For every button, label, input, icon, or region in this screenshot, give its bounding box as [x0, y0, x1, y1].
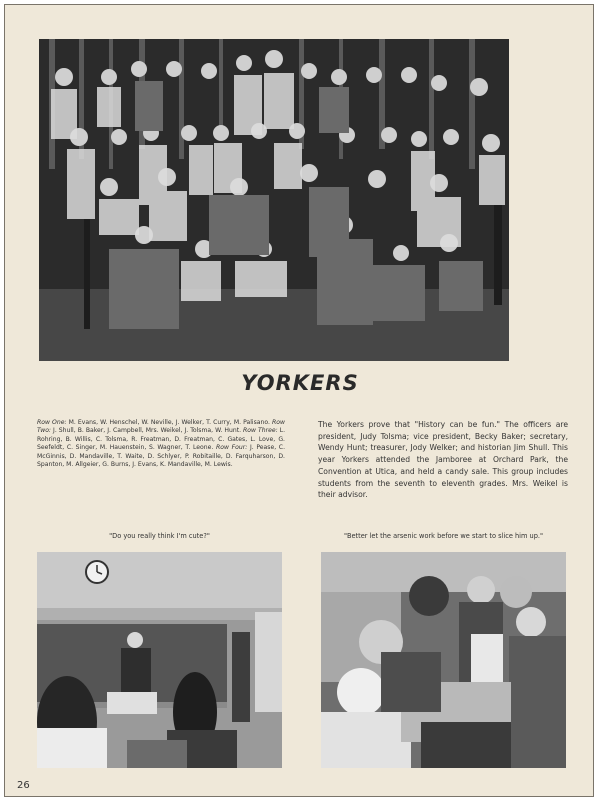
- page-number: 26: [17, 780, 30, 791]
- row-three-label: Row Three:: [243, 427, 278, 435]
- students-photo: [321, 552, 566, 768]
- row-four-names: J. Pease, C. McGinnis, D. Mandaville, T. Waite, D. Schlyer, P. Robitaille, D. Farquharson, D. Spanton, M. Allgeier, G. Burns, J. Evans, K. Mandaville, M. Lewis.: [37, 444, 286, 469]
- row-three-names: L. Rohring, B. Willis, C. Tolsma, R. Freatman, D. Freatman, C. Gates, L. Love, G. Seefeldt, C. Singer, M. Hauenstein, S. Wagner, T. Leone.: [37, 427, 286, 452]
- club-description: The Yorkers prove that "History can be fun." The officers are president, Judy Tolsma; vice president, Becky Baker; secretary, Wendy Hunt; treasurer, Jody Welker; and historian Jim Shull. This year Yorkers attended the Jamboree at Orchard Park, the Convention at Utica, and held a candy sale. This group includes students from the seventh to eleventh grades. Mrs. Weikel is their advisor.: [318, 420, 568, 500]
- member-names: [37, 419, 285, 469]
- classroom-photo: [37, 552, 282, 768]
- row-one-label: Row One:: [37, 419, 67, 426]
- row-two-label: Row Two:: [37, 419, 285, 435]
- caption-left: "Do you really think I'm cute?": [109, 532, 210, 540]
- group-photo: [39, 39, 509, 361]
- yearbook-page: [4, 4, 594, 797]
- row-four-label: Row Four:: [215, 444, 248, 452]
- row-one-names: M. Evans, W. Henschel, W. Neville, J. Welker, T. Curry, M. Palisano.: [68, 419, 270, 426]
- page-title: YORKERS: [241, 371, 359, 395]
- caption-right: "Better let the arsenic work before we start to slice him up.": [343, 532, 544, 540]
- row-two-names: J. Shull, B. Baker, J. Campbell, Mrs. Weikel, J. Tolsma, W. Hunt.: [53, 427, 242, 435]
